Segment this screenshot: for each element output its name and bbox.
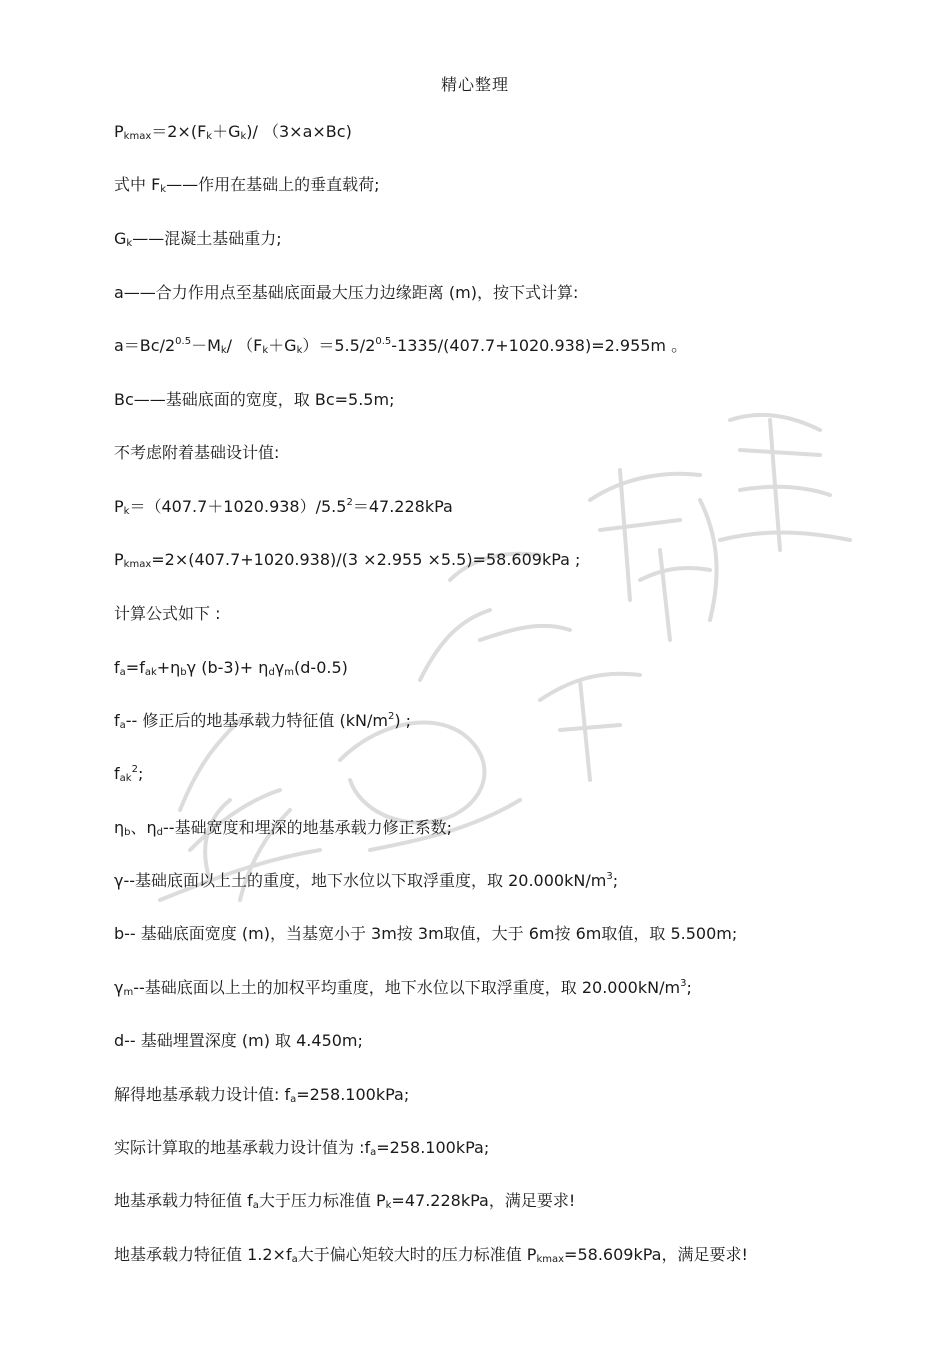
text-run: b-- 基础底面宽度 (m)，当基宽小于 3m按 3m取值，大于 6m按 6m取值，取 5.500m;	[114, 924, 738, 943]
text-run: --基础宽度和埋深的地基承载力修正系数;	[163, 818, 452, 837]
subscript: kmax	[123, 131, 152, 142]
subscript: k	[123, 506, 130, 517]
text-run: 大于压力标准值 P	[258, 1191, 386, 1210]
text-run: / （F	[226, 336, 263, 355]
text-run: ) ;	[394, 711, 412, 730]
text-run: γ--基础底面以上土的重度，地下水位以下取浮重度，取 20.000kN/m	[114, 871, 607, 890]
text-run: γ	[114, 978, 124, 997]
superscript: 2	[346, 497, 353, 508]
text-run: 计算公式如下 :	[114, 604, 221, 623]
text-run: 不考虑附着基础设计值:	[114, 443, 280, 462]
subscript: k	[385, 1200, 392, 1211]
text-run: 地基承载力特征值 f	[114, 1191, 253, 1210]
text-line	[114, 1245, 748, 1265]
subscript: k	[160, 184, 167, 195]
text-line	[114, 443, 279, 463]
text-line	[114, 336, 687, 356]
text-run: +η	[156, 658, 181, 677]
text-run: a——合力作用点至基础底面最大压力边缘距离 (m)，按下式计算:	[114, 283, 579, 302]
text-line	[114, 604, 220, 624]
text-run: f	[114, 658, 120, 677]
text-run: =258.100kPa;	[376, 1138, 490, 1157]
text-run: -- 修正后的地基承载力特征值 (kN/m	[125, 711, 388, 730]
text-run: 、η	[130, 818, 157, 837]
text-line	[114, 818, 452, 838]
subscript: ak	[144, 667, 157, 678]
text-run: =2×(407.7+1020.938)/(3 ×2.955 ×5.5)=58.609kPa ;	[151, 550, 581, 569]
text-run: ;	[137, 764, 144, 783]
text-line	[114, 175, 380, 195]
text-run: -1335/(407.7+1020.938)=2.955m 。	[391, 336, 688, 355]
text-line	[114, 390, 394, 410]
subscript: k	[206, 131, 213, 142]
superscript: 0.5	[375, 336, 392, 347]
subscript: k	[220, 345, 227, 356]
text-run: ——混凝土基础重力;	[132, 229, 282, 248]
text-line	[114, 229, 282, 249]
text-run: ;	[686, 978, 692, 997]
text-line	[114, 550, 580, 570]
text-line	[114, 122, 352, 142]
text-run: γ	[274, 658, 285, 677]
text-run: ;	[612, 871, 619, 890]
text-run: 地基承载力特征值 1.2×f	[114, 1245, 292, 1264]
text-line	[114, 658, 348, 678]
text-line	[114, 1191, 575, 1211]
text-line	[114, 1031, 363, 1051]
text-line	[114, 711, 411, 731]
text-line	[114, 1138, 489, 1158]
text-run: ＝47.228kPa	[352, 497, 453, 516]
text-run: (d-0.5)	[294, 658, 348, 677]
superscript: 0.5	[175, 336, 192, 347]
text-run: －M	[191, 336, 221, 355]
text-run: 式中 F	[114, 175, 161, 194]
text-line	[114, 924, 737, 944]
text-run: P	[114, 497, 124, 516]
subscript: kmax	[536, 1254, 565, 1265]
text-run: G	[114, 229, 127, 248]
subscript: kmax	[123, 559, 152, 570]
text-run: ＝2×(F	[151, 122, 207, 141]
text-run: 实际计算取的地基承载力设计值为 :f	[114, 1138, 371, 1157]
subscript: k	[240, 131, 247, 142]
text-run: f	[114, 764, 120, 783]
subscript: m	[284, 667, 295, 678]
subscript: a	[370, 1147, 377, 1158]
text-run: ＝（407.7＋1020.938）/5.5	[129, 497, 347, 516]
superscript: 3	[680, 978, 687, 989]
page-title: 精心整理	[440, 75, 509, 94]
text-run: ）＝5.5/2	[302, 336, 376, 355]
superscript: 3	[606, 871, 613, 882]
subscript: b	[180, 667, 187, 678]
text-run: ＋G	[268, 336, 297, 355]
subscript: d	[268, 667, 275, 678]
text-line	[114, 764, 143, 784]
text-run: )/ （3×a×Bc)	[246, 122, 352, 141]
text-run: ＋G	[212, 122, 241, 141]
text-run: =f	[125, 658, 145, 677]
text-run: f	[114, 711, 120, 730]
subscript: a	[291, 1254, 298, 1265]
text-run: =58.609kPa，满足要求!	[564, 1245, 748, 1264]
text-run: --基础底面以上土的加权平均重度，地下水位以下取浮重度，取 20.000kN/m	[133, 978, 681, 997]
text-run: a＝Bc/2	[114, 336, 176, 355]
subscript: k	[262, 345, 269, 356]
text-line	[114, 978, 692, 998]
subscript: d	[156, 827, 164, 838]
subscript: m	[123, 987, 134, 998]
text-run: 大于偏心矩较大时的压力标准值 P	[297, 1245, 537, 1264]
text-run: Bc——基础底面的宽度，取 Bc=5.5m;	[114, 390, 395, 409]
subscript: ak	[119, 773, 132, 784]
text-line	[114, 1085, 409, 1105]
subscript: b	[124, 827, 131, 838]
subscript: a	[290, 1094, 297, 1105]
subscript: a	[119, 667, 126, 678]
text-run: =258.100kPa;	[296, 1085, 410, 1104]
superscript: 2	[131, 764, 138, 775]
text-run: =47.228kPa，满足要求!	[391, 1191, 576, 1210]
text-line	[114, 871, 618, 891]
superscript: 2	[387, 711, 395, 722]
subscript: k	[126, 238, 133, 249]
subscript: k	[296, 345, 303, 356]
text-run: η	[114, 818, 125, 837]
subscript: a	[119, 720, 126, 731]
text-run: P	[114, 550, 124, 569]
subscript: a	[252, 1200, 259, 1211]
text-run: ——作用在基础上的垂直载荷;	[166, 175, 380, 194]
text-run: 解得地基承载力设计值: f	[114, 1085, 291, 1104]
text-run: γ (b-3)+ η	[186, 658, 269, 677]
text-line	[114, 497, 453, 517]
text-run: d-- 基础埋置深度 (m) 取 4.450m;	[114, 1031, 363, 1050]
text-line	[114, 283, 578, 303]
text-run: P	[114, 122, 124, 141]
